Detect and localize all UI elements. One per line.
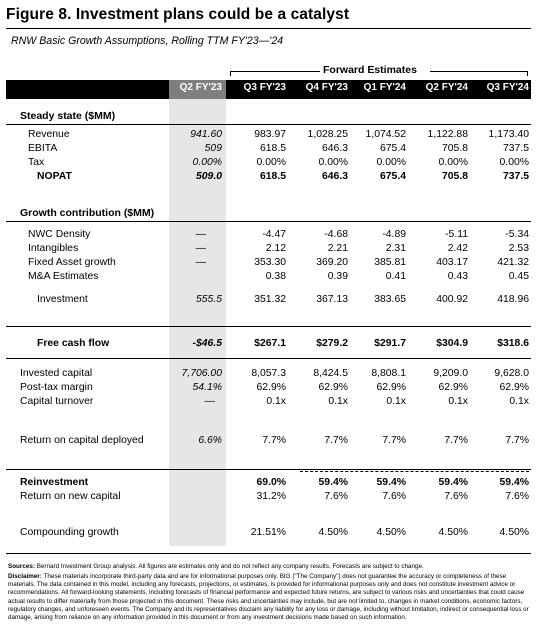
cell: 403.17 — [436, 257, 468, 268]
disclaimer-note — [8, 573, 530, 622]
row-label: Intangibles — [28, 243, 79, 254]
cell: 62.9% — [256, 382, 286, 393]
table-row-fcf — [0, 337, 537, 351]
cell: 555.5 — [195, 294, 222, 305]
cell: 2.53 — [508, 243, 529, 254]
col-header-5: Q3 FY'24 — [486, 82, 529, 93]
col-header-1: Q3 FY'23 — [243, 82, 286, 93]
cell: 2.42 — [447, 243, 468, 254]
table-row-rocd — [0, 434, 537, 448]
table-row — [0, 490, 537, 504]
cell: 59.4% — [438, 477, 468, 488]
table-row — [0, 381, 537, 395]
cell: 2.31 — [385, 243, 406, 254]
cell: 0.00% — [318, 157, 348, 168]
figure-subtitle: RNW Basic Growth Assumptions, Rolling TTM FY'23—'24 — [11, 35, 284, 47]
forward-estimates-rule-left — [230, 71, 320, 72]
cell: 705.8 — [441, 143, 468, 154]
cell: 21.51% — [250, 527, 286, 538]
cell: 0.38 — [265, 271, 286, 282]
cell: 59.4% — [318, 477, 348, 488]
cell: 1,173.40 — [488, 129, 529, 140]
cell: 2.12 — [265, 243, 286, 254]
cell: 0.1x — [509, 396, 529, 407]
row-label: Return on capital deployed — [20, 435, 144, 446]
section-rule — [6, 124, 531, 125]
cell: $291.7 — [374, 338, 406, 349]
cell: 4.50% — [499, 527, 529, 538]
cell: 62.9% — [499, 382, 529, 393]
cell: 1,028.25 — [307, 129, 348, 140]
cell: -$46.5 — [192, 338, 222, 349]
cell: 7.6% — [382, 491, 406, 502]
row-label: Revenue — [28, 129, 70, 140]
cell: — — [195, 229, 206, 240]
disclaimer-text: These materials incorporate third-party data and are for informational purposes only. BIG ("The Company") does not guarantee the accuracy or completeness of these materials. The data contained in this model, including any forecasts, projections, or estimates, is provided for informational purposes only and does not constitute investment advice or recommendations. All forward-looking statements, including forecasts of financial performance and expected future returns, are subject to various risks and uncertainties that could cause actual results to differ materially from those projected in this document. These risks and uncertainties may include, but are not limited to, changes in market conditions, economic factors, regulatory changes, and unforeseen events. The Company and its representatives disclaim any liability for any loss or damage, including without limitation, indirect or consequential loss or damage, arising from reliance on any information provided in this document or from any investment decisions made based on such information. — [8, 573, 529, 622]
row-label: NOPAT — [37, 171, 72, 182]
cell: 31.2% — [256, 491, 286, 502]
cell: 4.50% — [318, 527, 348, 538]
cell: 54.1% — [192, 382, 222, 393]
cell: 2.21 — [327, 243, 348, 254]
col-header-3: Q1 FY'24 — [363, 82, 406, 93]
cell: 8,808.1 — [371, 368, 406, 379]
cell: — — [195, 257, 206, 268]
cell: -5.34 — [505, 229, 529, 240]
cell: 0.1x — [386, 396, 406, 407]
cell: 9,209.0 — [433, 368, 468, 379]
col-header-2: Q4 FY'23 — [305, 82, 348, 93]
sources-label: Sources: — [8, 563, 35, 570]
cell: 0.45 — [508, 271, 529, 282]
cell: 59.4% — [499, 477, 529, 488]
row-label: Post-tax margin — [20, 382, 93, 393]
disclaimer-label: Disclaimer: — [8, 573, 42, 580]
cell: 675.4 — [379, 143, 406, 154]
cell: 4.50% — [438, 527, 468, 538]
cell: 8,057.3 — [251, 368, 286, 379]
cell: 7.7% — [444, 435, 468, 446]
cell: 8,424.5 — [313, 368, 348, 379]
cell: 351.32 — [254, 294, 286, 305]
cell: 0.1x — [448, 396, 468, 407]
cell: 0.00% — [376, 157, 406, 168]
col-header-0: Q2 FY'23 — [179, 82, 222, 93]
cell: 421.32 — [497, 257, 529, 268]
figure-title: Figure 8. Investment plans could be a catalyst — [6, 6, 350, 23]
table-row-reinvestment — [0, 476, 537, 490]
cell: 0.43 — [447, 271, 468, 282]
cell: $279.2 — [316, 338, 348, 349]
cell: 62.9% — [438, 382, 468, 393]
cell: — — [204, 396, 215, 407]
table-row — [0, 395, 537, 409]
row-label: NWC Density — [28, 229, 91, 240]
cell: — — [195, 243, 206, 254]
cell: 0.00% — [499, 157, 529, 168]
section-rule — [6, 221, 531, 222]
cell: 6.6% — [198, 435, 222, 446]
fcf-rule-top — [6, 326, 531, 327]
row-label: Fixed Asset growth — [28, 257, 116, 268]
cell: $304.9 — [436, 338, 468, 349]
cell: 618.5 — [259, 143, 286, 154]
cell: 675.4 — [379, 171, 406, 182]
cell: 7.7% — [382, 435, 406, 446]
table-row — [0, 156, 537, 170]
cell: 7.6% — [444, 491, 468, 502]
row-label: Return on new capital — [20, 491, 121, 502]
cell: 4.50% — [376, 527, 406, 538]
cell: 646.3 — [321, 143, 348, 154]
footnote-rule — [6, 553, 531, 554]
row-label: Tax — [28, 157, 45, 168]
table-row — [0, 128, 537, 142]
cell: 737.5 — [502, 171, 529, 182]
cell: $267.1 — [254, 338, 286, 349]
cell: -4.47 — [262, 229, 286, 240]
cell: 618.5 — [259, 171, 286, 182]
cell: 62.9% — [376, 382, 406, 393]
sources-text: Bernard Investment Group analysis. All figures are estimates only and do not reflect any company results. Forecasts are subject to change. — [34, 563, 424, 570]
row-label: Capital turnover — [20, 396, 94, 407]
cell: 9,628.0 — [494, 368, 529, 379]
cell: 385.81 — [374, 257, 406, 268]
cell: 509.0 — [195, 171, 222, 182]
table-row-nopat — [0, 170, 537, 184]
cell: 0.1x — [266, 396, 286, 407]
table-row-investment — [0, 293, 537, 307]
table-row — [0, 242, 537, 256]
cell: -4.89 — [382, 229, 406, 240]
cell: 705.8 — [441, 171, 468, 182]
cell: 7.6% — [324, 491, 348, 502]
cell: 0.00% — [256, 157, 286, 168]
cell: 983.97 — [254, 129, 286, 140]
reinvest-dashed-rule — [300, 471, 529, 472]
forward-estimates-rule-right — [430, 71, 528, 72]
cell: 0.41 — [385, 271, 406, 282]
cell: 62.9% — [318, 382, 348, 393]
cell: 646.3 — [321, 171, 348, 182]
row-label: Compounding growth — [20, 527, 119, 538]
cell: 7.6% — [505, 491, 529, 502]
section-heading-growth: Growth contribution ($MM) — [20, 207, 155, 219]
cell: 383.65 — [374, 294, 406, 305]
cell: 353.30 — [254, 257, 286, 268]
cell: 0.00% — [438, 157, 468, 168]
table-row — [0, 228, 537, 242]
cell: 941.60 — [190, 129, 222, 140]
cell: 7.7% — [262, 435, 286, 446]
cell: 7,706.00 — [181, 368, 222, 379]
table-row — [0, 142, 537, 156]
cell: 1,122.88 — [427, 129, 468, 140]
title-rule — [6, 28, 531, 29]
row-label: EBITA — [28, 143, 58, 154]
cell: 400.92 — [436, 294, 468, 305]
cell: 367.13 — [316, 294, 348, 305]
cell: 0.1x — [328, 396, 348, 407]
cell: 59.4% — [376, 477, 406, 488]
col-header-4: Q2 FY'24 — [425, 82, 468, 93]
section-heading-steady-state: Steady state ($MM) — [20, 110, 116, 122]
forward-estimates-tick-left — [230, 71, 231, 76]
cell: 7.7% — [505, 435, 529, 446]
fcf-rule-bottom — [6, 358, 531, 359]
sources-note — [8, 563, 530, 571]
table-row — [0, 256, 537, 270]
cell: 418.96 — [497, 294, 529, 305]
row-label: Free cash flow — [37, 338, 110, 349]
row-label: Invested capital — [20, 368, 93, 379]
cell: $318.6 — [497, 338, 529, 349]
cell: -4.68 — [324, 229, 348, 240]
row-label: Reinvestment — [20, 477, 89, 488]
table-row — [0, 367, 537, 381]
cell: 509 — [204, 143, 222, 154]
forward-estimates-tick-right — [527, 71, 528, 76]
cell: 737.5 — [502, 143, 529, 154]
cell: 7.7% — [324, 435, 348, 446]
cell: 369.20 — [316, 257, 348, 268]
forward-estimates-label: Forward Estimates — [323, 64, 417, 76]
cell: 1,074.52 — [365, 129, 406, 140]
cell: 0.00% — [192, 157, 222, 168]
cell: 0.39 — [327, 271, 348, 282]
row-label: M&A Estimates — [28, 271, 99, 282]
table-row-compounding — [0, 526, 537, 540]
cell: 69.0% — [256, 477, 286, 488]
cell: -5.11 — [445, 229, 468, 240]
table-row — [0, 270, 537, 284]
reinvest-rule — [6, 469, 531, 470]
row-label: Investment — [37, 294, 88, 305]
